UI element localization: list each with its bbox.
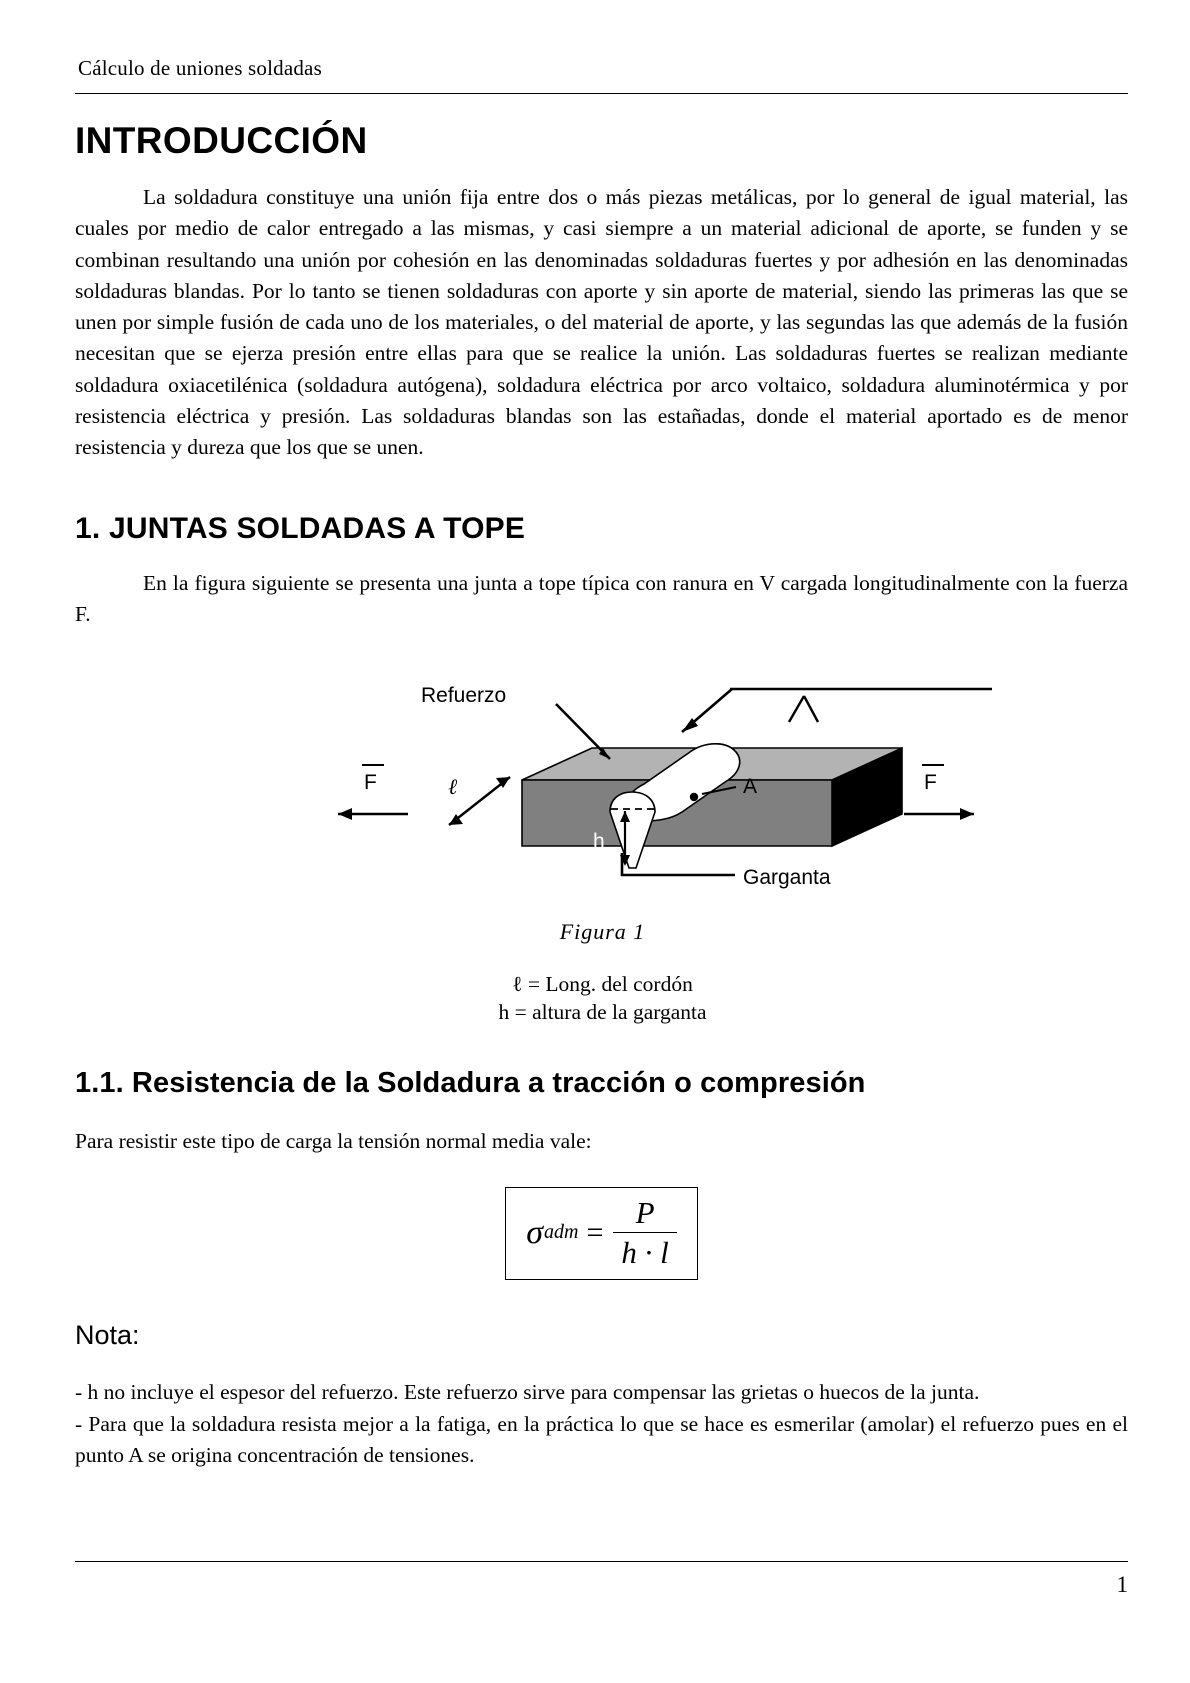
figure-caption: Figura 1 (559, 919, 646, 945)
figure-1 (75, 672, 1130, 1027)
figure-1-graphic (75, 672, 1128, 917)
section-1-heading: 1. JUNTAS SOLDADAS A TOPE (75, 511, 526, 545)
length-label: ℓ (447, 774, 457, 800)
formula-subscript: adm (544, 1221, 579, 1244)
nota-heading: Nota: (75, 1320, 140, 1351)
force-right-group (904, 765, 974, 820)
figure-legend-line-2: h = altura de la garganta (498, 1000, 707, 1025)
figure-legend-line-1: ℓ = Long. del cordón (512, 972, 693, 997)
formula-denominator: h · l (613, 1232, 676, 1269)
page-title: INTRODUCCIÓN (75, 120, 368, 161)
force-left-label: F (363, 771, 377, 795)
header-divider (75, 93, 1128, 94)
nota-line-2: - Para que la soldadura resista mejor a la fatiga, en la práctica lo que se hace es esmerilar (amolar) el refuerzo pues en el punto A se origina concentración de tensiones. (75, 1411, 1128, 1467)
section-1-1-paragraph: Para resistir este tipo de carga la tensión normal media vale: (75, 1128, 592, 1153)
welded-joint-diagram (212, 672, 992, 917)
force-right-arrowhead (960, 808, 974, 820)
formula-box (505, 1187, 698, 1280)
formula-sigma: σ (526, 1213, 544, 1251)
footer-divider (75, 1561, 1128, 1562)
force-left-group (338, 765, 408, 820)
length-dimension (448, 774, 510, 825)
formula-fraction (613, 1196, 676, 1269)
refuerzo-label: Refuerzo (420, 684, 506, 708)
weld-groove-throat (610, 792, 655, 868)
garganta-callout (622, 853, 831, 889)
section-1-paragraph: En la figura siguiente se presenta una junta a tope típica con ranura en V cargada longitudinalmente con la fuerza F. (75, 570, 1128, 626)
point-a-marker (689, 793, 697, 801)
height-label: h (592, 830, 605, 854)
weld-symbol (682, 689, 992, 732)
formula-equals: = (586, 1215, 604, 1249)
page-number: 1 (1116, 1572, 1128, 1597)
nota-line-1: - h no incluye el espesor del refuerzo. Este refuerzo sirve para compensar las grietas o huecos de la junta. (75, 1380, 980, 1405)
garganta-label: Garganta (742, 866, 831, 890)
formula-container (75, 1187, 1128, 1280)
refuerzo-callout (421, 684, 610, 759)
force-right-label: F (923, 771, 937, 795)
force-left-arrowhead (338, 808, 352, 820)
figure-legend (75, 971, 1130, 1027)
formula-numerator: P (635, 1195, 655, 1231)
point-a-label: A (742, 775, 757, 799)
running-header: Cálculo de uniones soldadas (78, 56, 322, 80)
section-1-1-heading: 1.1. Resistencia de la Soldadura a tracción o compresión (75, 1066, 866, 1099)
intro-paragraph: La soldadura constituye una unión fija entre dos o más piezas metálicas, por lo general de igual material, las cuales por medio de calor entregado a las mismas, y casi siempre a un material adicional de aporte, se funden y se combinan resultando una unión por cohesión en las denominadas soldaduras fuertes y por adhesión en las denominadas soldaduras blandas. Por lo tanto se tienen soldaduras con aporte y sin aporte de material, siendo las primeras las que se unen por simple fusión de cada uno de los materiales, o del material de aporte, y las segundas las que además de la fusión necesitan que se ejerza presión entre ellas para que se realice la unión. Las soldaduras fuertes se realizan mediante soldadura oxiacetilénica (soldadura autógena), soldadura eléctrica por arco voltaico, soldadura aluminotérmica y por resistencia eléctrica y presión. Las soldaduras blandas son las estañadas, donde el material aportado es de menor resistencia y dureza que los que se unen. (75, 185, 1128, 460)
